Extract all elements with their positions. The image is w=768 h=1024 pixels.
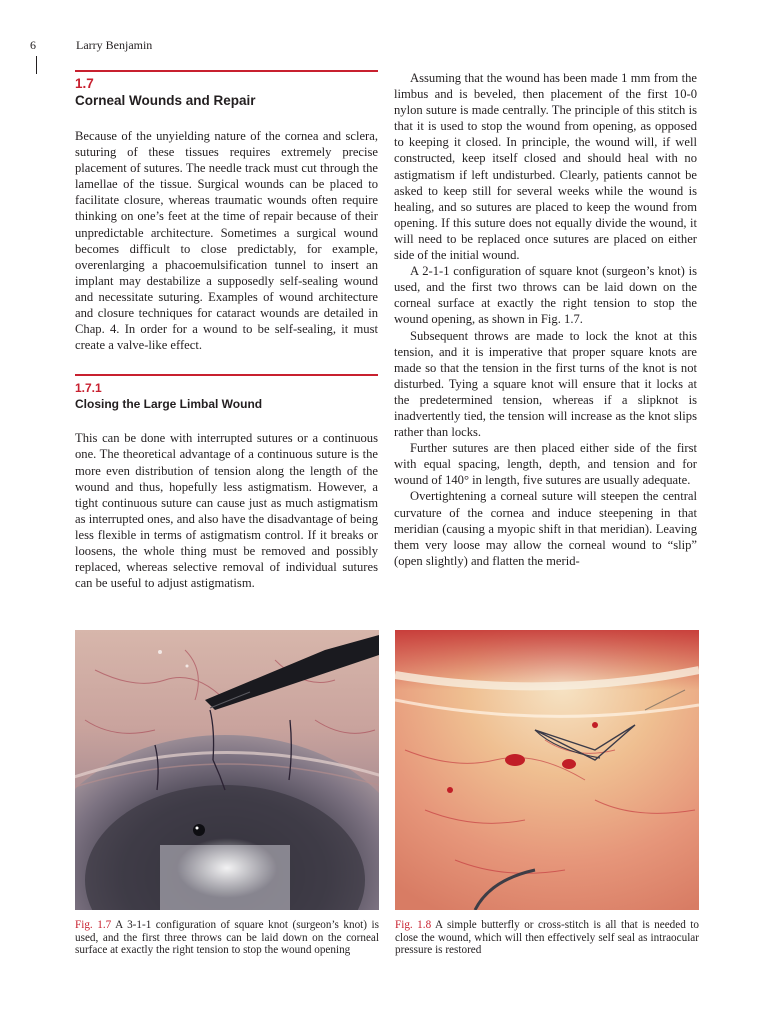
page-number: 6: [30, 38, 36, 52]
left-column: [75, 70, 378, 591]
subsection-paragraph: This can be done with interrupted sutures or a continuous one. The theoretical advantage of a continuous suture is the more even distribution of tension along the length of the wound and thus, hopefully less astigmatism. However, a tight continuous suture can cause just as much astigmatism as interrupted ones, and also have the disadvantage of being less flexible in terms of astigmatism control. If it breaks or loosens, the whole thing must be removed and possibly replaced, whereas selective removal of individual sutures can be useful to adjust astigmatism.: [75, 431, 378, 591]
section-number: 1.7: [75, 76, 94, 91]
body-paragraph: Subsequent throws are made to lock the knot at this tension, and it is imperative that proper square knots are made so that the tension in the first turns of the knot is not disturbed. Tying a square knot will ensure that it locks at the predetermined tension, whereas if a slipknot is inadvertently tied, the tension will increase as the knot slips rather than locks.: [394, 328, 697, 440]
body-paragraph: Overtightening a corneal suture will steepen the central curvature of the cornea and induce steepening in that meridian (causing a myopic shift in that meridian). Leaving them very loose may allow the corneal wound to “slip” (open slightly) and flatten the merid-: [394, 489, 697, 568]
body-paragraph: A 2-1-1 configuration of square knot (surgeon’s knot) is used, and the first two throws can be laid down on the corneal surface at exactly the right tension to stop the wound opening, as shown in Fig. 1.7.: [394, 264, 697, 327]
figure-1-7-caption: [75, 919, 379, 957]
subsection-number: 1.7.1: [75, 381, 102, 396]
body-paragraph: Assuming that the wound has been made 1 mm from the limbus and is beveled, then placement of the first 10-0 nylon suture is made centrally. The principle of this stitch is that it is used to stop the wound from opening, as opposed to keeping it closed. In principle, the wound will, if well constructed, keep itself closed and should heal with no astigmatism if left undisturbed. Clearly, patients cannot be asked to keep still for several weeks while the wound is healing, and so sutures are placed to keep the wound from opening. If this suture does not equally divide the wound, it will need to be replaced once sutures are placed on either side of the initial wound.: [394, 71, 697, 263]
eye-surgery-photo-cross-stitch: [395, 630, 699, 910]
section-rule: [75, 70, 378, 72]
section-intro-paragraph: Because of the unyielding nature of the cornea and sclera, suturing of these tissues requires extremely precise placement of sutures. The needle track must cut through the lamellae of the tissue. Surgical wounds can be placed to facilitate closure, whereas traumatic wounds often require thinking on one’s feet at the time of repair because of their unpredictable architecture. Sometimes a surgical wound becomes difficult to close predictably, for example, overenlarging a phacoemulsification tunnel to insert an implant may destabilize a supposedly self-sealing wound and necessitate suturing. Examples of wound architecture and closure techniques for cataract wounds are detailed in Chap. 4. In order for a wound to be self-sealing, it must create a valve-like effect.: [75, 129, 378, 353]
running-author: Larry Benjamin: [76, 38, 153, 52]
body-paragraph: Further sutures are then placed either side of the first with equal spacing, length, depth, and tension and for wound of 140° in length, five sutures are usually adequate.: [394, 441, 697, 488]
caption-text: A 3-1-1 configuration of square knot (surgeon’s knot) is used, and the first three throws can be laid down on the corneal surface at exactly the right tension to stop the wound opening: [75, 919, 379, 956]
running-head-divider: [36, 56, 37, 74]
figure-1-8-photo: [395, 630, 699, 910]
caption-text: A simple butterfly or cross-stitch is all that is needed to close the wound, which will then effectively self seal as intraocular pressure is restored: [395, 919, 699, 956]
running-head: [0, 38, 768, 58]
figure-1-7-photo: [75, 630, 379, 910]
figure-label: Fig. 1.7: [75, 919, 112, 931]
right-column: [394, 70, 697, 569]
subsection-rule: [75, 374, 378, 376]
eye-surgery-photo-large-limbal: [75, 630, 379, 910]
figure-1-8-caption: [395, 919, 699, 957]
section-title: Corneal Wounds and Repair: [75, 93, 256, 108]
subsection-title: Closing the Large Limbal Wound: [75, 397, 263, 412]
figure-label: Fig. 1.8: [395, 919, 432, 931]
